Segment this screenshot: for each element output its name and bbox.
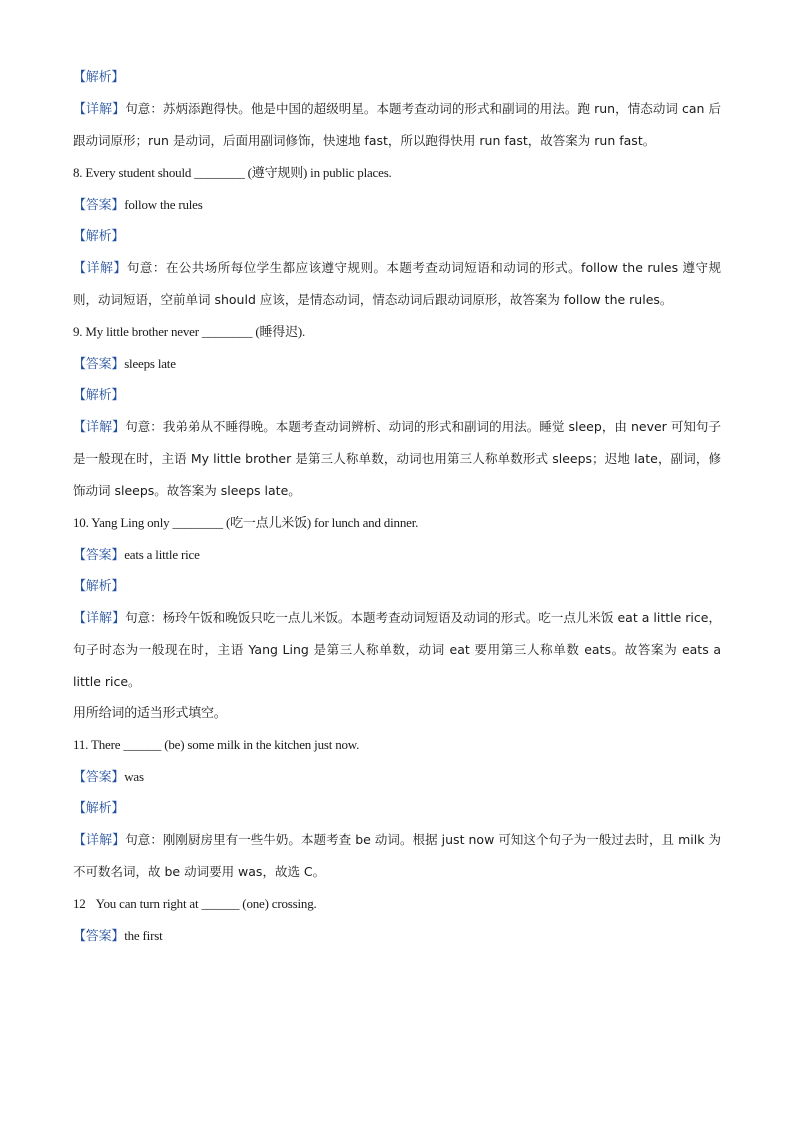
detail-tag: 【详解】: [73, 102, 126, 117]
answer-text: sleeps late: [124, 356, 176, 371]
answer-tag: 【答案】: [73, 198, 125, 213]
answer-text: follow the rules: [124, 197, 203, 212]
analysis-tag: 【解析】: [73, 229, 125, 244]
question-text: 10. Yang Ling only ________ (吃一点儿米饭) for lunch and dinner.: [73, 515, 419, 530]
analysis-tag: 【解析】: [73, 579, 125, 594]
question-number: 12: [73, 896, 86, 911]
analysis-tag: 【解析】: [73, 388, 125, 403]
detail-tag: 【详解】: [73, 261, 127, 276]
question-11: [73, 729, 721, 761]
detail-paragraph: [73, 411, 721, 507]
detail-paragraph: [73, 93, 721, 157]
detail-paragraph: [73, 252, 721, 316]
question-10: [73, 507, 721, 539]
analysis-label-row: [73, 571, 721, 602]
answer-text: eats a little rice: [124, 547, 200, 562]
answer-text: the first: [124, 928, 163, 943]
detail-text: 句意：杨玲午饭和晚饭只吃一点儿米饭。本题考查动词短语及动词的形式。吃一点儿米饭 eat a little rice，句子时态为一般现在时，主语 Yang Ling 是第三人称单数，动词 eat 要用第三人称单数 eats。故答案为 eats a little rice。: [73, 610, 721, 689]
question-8: [73, 157, 721, 189]
detail-paragraph: [73, 824, 721, 888]
question-12: [73, 888, 721, 920]
analysis-tag: 【解析】: [73, 801, 125, 816]
answer-row: [73, 189, 721, 221]
answer-tag: 【答案】: [73, 548, 125, 563]
detail-tag: 【详解】: [73, 611, 126, 626]
detail-text: 句意：苏炳添跑得快。他是中国的超级明星。本题考查动词的形式和副词的用法。跑 run，情态动词 can 后跟动词原形；run 是动词，后面用副词修饰，快速地 fast，所以跑得快用 run fast，故答案为 run fast。: [73, 101, 721, 148]
question-text: You can turn right at ______ (one) crossing.: [95, 896, 317, 911]
analysis-label-row: [73, 62, 721, 93]
answer-tag: 【答案】: [73, 770, 125, 785]
answer-tag: 【答案】: [73, 357, 125, 372]
section-heading: 用所给词的适当形式填空。: [73, 706, 227, 721]
question-9: [73, 316, 721, 348]
answer-tag: 【答案】: [73, 929, 125, 944]
analysis-tag: 【解析】: [73, 70, 125, 85]
answer-row: [73, 761, 721, 793]
question-text: 11. There ______ (be) some milk in the kitchen just now.: [73, 737, 360, 752]
question-text: 9. My little brother never ________ (睡得迟).: [73, 324, 306, 339]
section-heading-row: [73, 698, 721, 729]
answer-text: was: [124, 769, 144, 784]
detail-tag: 【详解】: [73, 420, 126, 435]
analysis-label-row: [73, 221, 721, 252]
detail-paragraph: [73, 602, 721, 698]
analysis-label-row: [73, 380, 721, 411]
question-text: 8. Every student should ________ (遵守规则) in public places.: [73, 165, 392, 180]
answer-row: [73, 920, 721, 952]
document-page: [73, 62, 721, 952]
answer-row: [73, 539, 721, 571]
analysis-label-row: [73, 793, 721, 824]
detail-text: 句意：在公共场所每位学生都应该遵守规则。本题考查动词短语和动词的形式。follow the rules 遵守规则，动词短语，空前单词 should 应该，是情态动词，情态动词后跟动词原形，故答案为 follow the rules。: [73, 260, 721, 307]
answer-row: [73, 348, 721, 380]
detail-text: 句意：刚刚厨房里有一些牛奶。本题考查 be 动词。根据 just now 可知这个句子为一般过去时，且 milk 为不可数名词，故 be 动词要用 was，故选 C。: [73, 832, 721, 879]
detail-tag: 【详解】: [73, 833, 126, 848]
detail-text: 句意：我弟弟从不睡得晚。本题考查动词辨析、动词的形式和副词的用法。睡觉 sleep，由 never 可知句子是一般现在时，主语 My little brother 是第三人称单数，动词也用第三人称单数形式 sleeps；迟地 late，副词，修饰动词 sleeps。故答案为 sleeps late。: [73, 419, 721, 498]
